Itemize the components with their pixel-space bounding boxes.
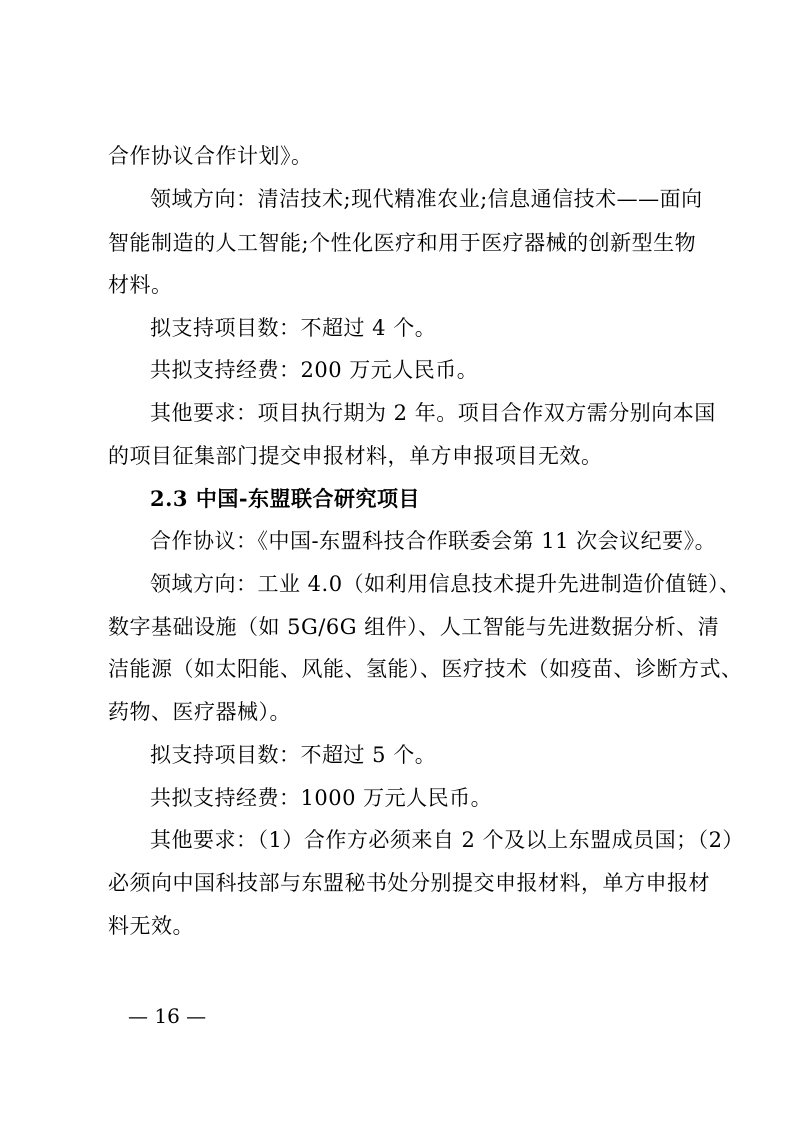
paragraph-line: 数字基础设施（如 5G/6G 组件）、人工智能与先进数据分析、清 (108, 615, 720, 639)
paragraph-line: 智能制造的人工智能;个性化医疗和用于医疗器械的创新型生物 (108, 231, 697, 255)
paragraph-line: 料无效。 (108, 914, 194, 938)
paragraph-line: 洁能源（如太阳能、风能、氢能）、医疗技术（如疫苗、诊断方式、 (108, 657, 743, 681)
paragraph-line: 领域方向：工业 4.0（如利用信息技术提升先进制造价值链）、 (150, 572, 741, 596)
paragraph-line: 药物、医疗器械）。 (108, 700, 291, 724)
paragraph-line: 拟支持项目数：不超过 4 个。 (150, 316, 437, 340)
paragraph-line: 共拟支持经费：1000 万元人民币。 (150, 786, 493, 810)
paragraph-line: 共拟支持经费：200 万元人民币。 (150, 358, 479, 382)
section-heading: 2.3 中国-东盟联合研究项目 (150, 486, 421, 511)
paragraph-line: 拟支持项目数：不超过 5 个。 (150, 743, 437, 767)
paragraph-line: 合作协议：《中国-东盟科技合作联委会第 11 次会议纪要》。 (150, 529, 717, 553)
paragraph-line: 其他要求：项目执行期为 2 年。项目合作双方需分别向本国 (150, 401, 716, 425)
paragraph-line: 的项目征集部门提交申报材料，单方申报项目无效。 (108, 444, 603, 468)
paragraph-line: 其他要求：（1）合作方必须来自 2 个及以上东盟成员国；（2） (150, 828, 744, 852)
paragraph-line: 领域方向：清洁技术;现代精准农业;信息通信技术——面向 (150, 187, 703, 211)
paragraph-line: 必须向中国科技部与东盟秘书处分别提交申报材料，单方申报材 (108, 871, 710, 895)
page-number: — 16 — (128, 1004, 207, 1028)
paragraph-line: 材料。 (108, 273, 173, 297)
paragraph-line: 合作协议合作计划》。 (108, 144, 313, 168)
